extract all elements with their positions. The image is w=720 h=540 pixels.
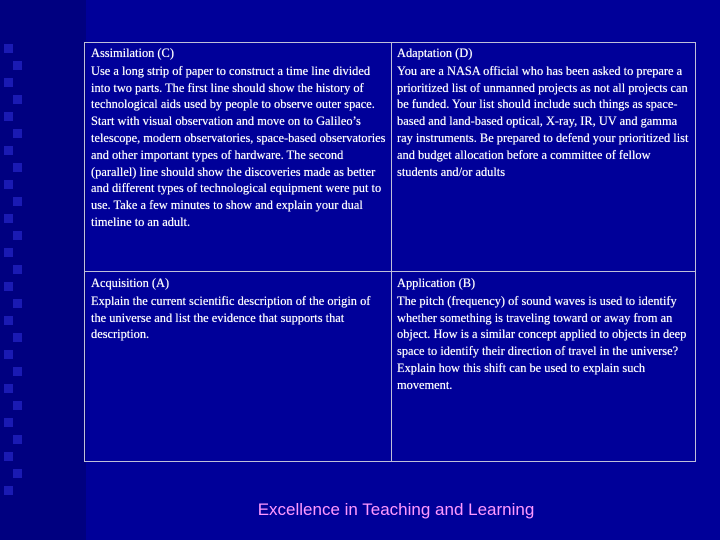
cell-assimilation <box>91 45 387 231</box>
cell-title: Application (B) <box>397 276 476 290</box>
cell-title: Acquisition (A) <box>91 276 170 290</box>
cell-title: Assimilation (C) <box>91 46 174 60</box>
activity-grid-table <box>84 42 696 462</box>
footer-text: Excellence in Teaching and Learning <box>257 500 535 519</box>
cell-body: Explain the current scientific description of the origin of the universe and list the evidence that supports that description. <box>91 293 371 342</box>
cell-adaptation <box>397 45 693 180</box>
grid-horizontal-divider <box>85 271 695 272</box>
cell-body: You are a NASA official who has been asked to prepare a prioritized list of unmanned projects as not all projects can be funded. Your list should include such things as space-based and land-based optical, X-ray, IR, UV and gamma ray instruments. Be prepared to defend your prioritized list and budget allocation before a committee of fellow students and/or adults <box>397 63 689 179</box>
cell-application <box>397 275 693 394</box>
decorative-square-pattern <box>4 44 26 503</box>
cell-body: Use a long strip of paper to construct a time line divided into two parts. The first line should show the history of technological aids used by people to observe outer space. Start with visual observation and move on to Galileo’s telescope, modern observatories, space-based observatories and other important types of hardware. The second (parallel) line should show the discoveries made as better and different types of technological equipment were put to use. Take a few minutes to show and explain your dual timeline to an adult. <box>91 63 386 229</box>
cell-acquisition <box>91 275 387 343</box>
cell-body: The pitch (frequency) of sound waves is used to identify whether something is traveling toward or away from an object. How is a similar concept applied to objects in deep space to identify their direction of travel in the universe? Explain how this shift can be used to explain such movement. <box>397 293 687 392</box>
grid-vertical-divider <box>391 43 392 461</box>
cell-title: Adaptation (D) <box>397 46 473 60</box>
